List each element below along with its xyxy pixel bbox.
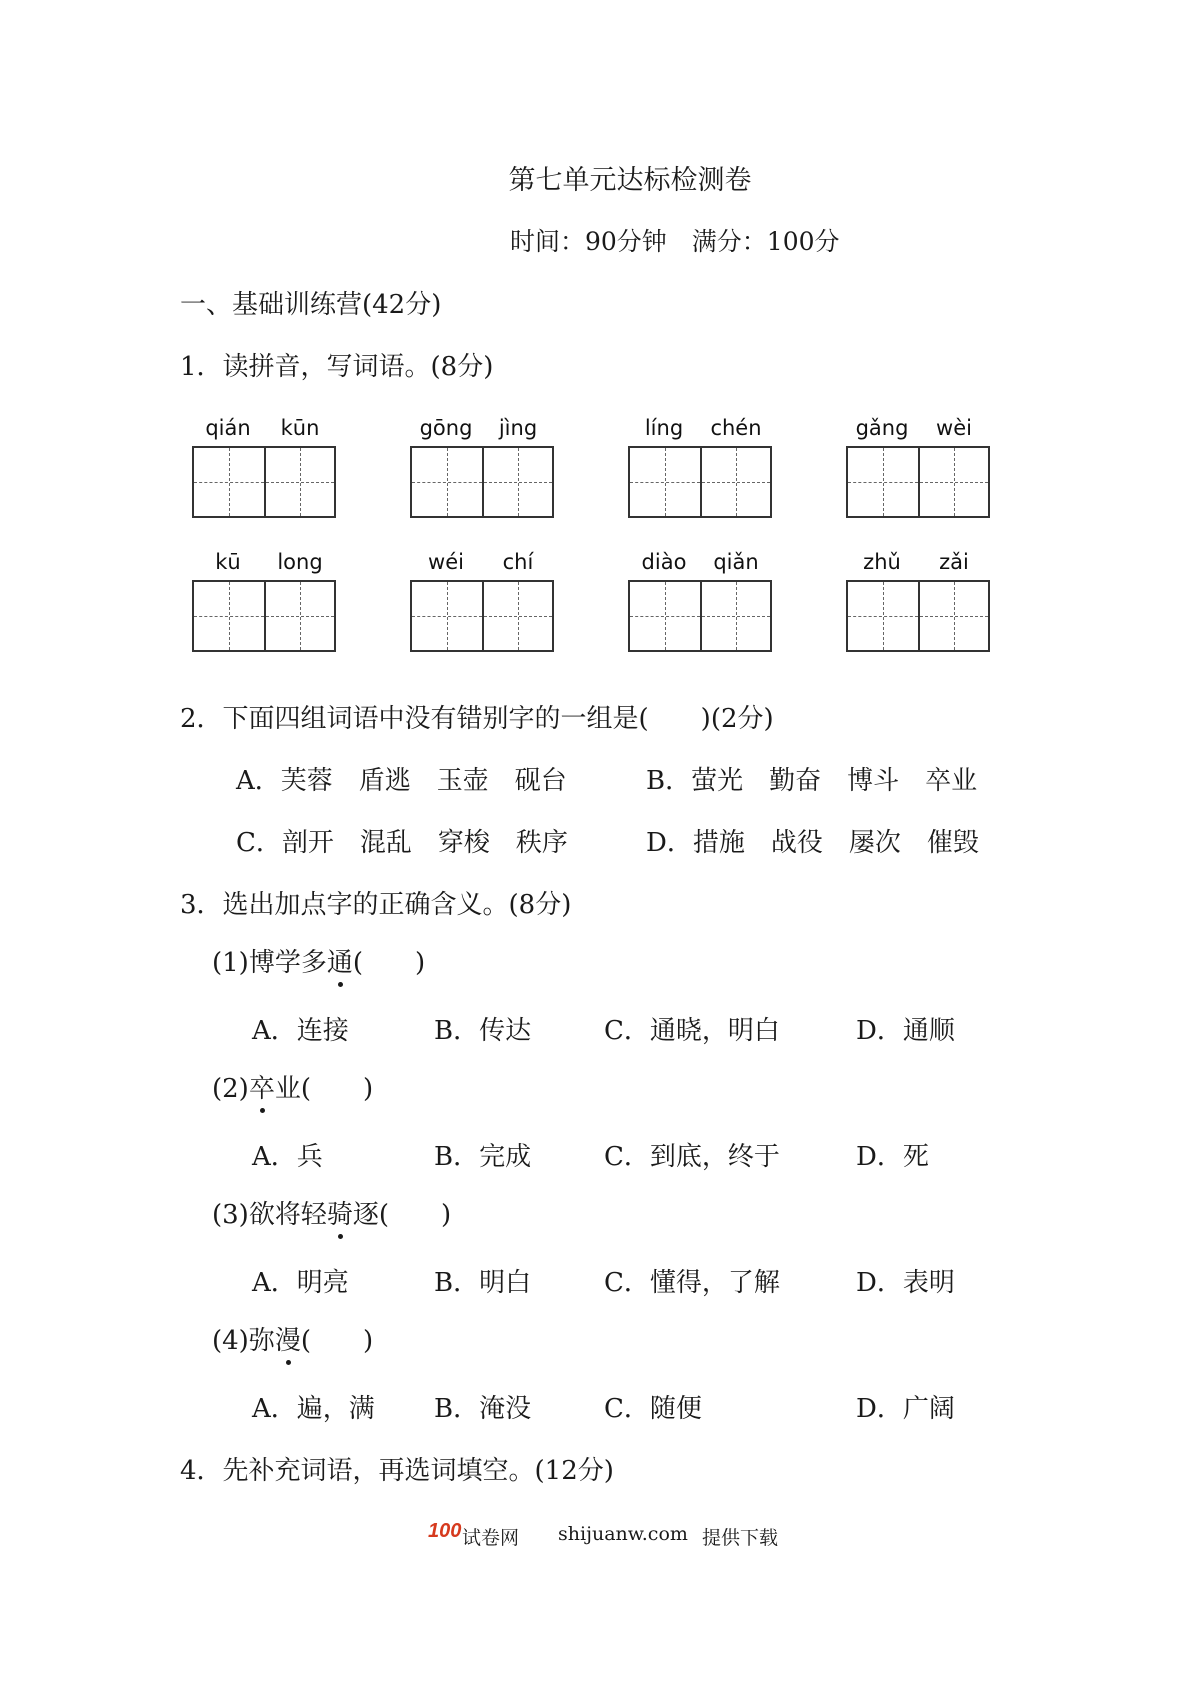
writing-grid[interactable] (628, 580, 772, 652)
pinyin-label: kū (215, 550, 241, 574)
page-title: 第七单元达标检测卷 (508, 165, 752, 196)
pinyin-label: wèi (936, 416, 972, 440)
pinyin-label: jìng (498, 416, 538, 440)
q3-1-option-a: A．连接 (252, 1016, 349, 1046)
q2-option-b: B．萤光 勤奋 博斗 卒业 (646, 766, 978, 796)
q3-item-4: (4)弥漫( ) (212, 1320, 373, 1357)
pinyin-label: gōng (419, 416, 473, 440)
q3-4-option-a: A．遍，满 (252, 1394, 375, 1424)
writing-grid[interactable] (410, 580, 554, 652)
q2-option-d: D．措施 战役 屡次 催毁 (646, 828, 979, 858)
q3-4-option-b: B．淹没 (434, 1394, 532, 1424)
writing-grid[interactable] (628, 446, 772, 518)
q3-2-option-d: D．死 (856, 1142, 929, 1172)
writing-grid[interactable] (846, 446, 990, 518)
q2-option-a: A．芙蓉 盾逃 玉壶 砚台 (236, 766, 567, 796)
dotted-char: 卒 (249, 1068, 275, 1105)
writing-grid[interactable] (192, 580, 336, 652)
footer-note: 提供下载 (702, 1527, 779, 1549)
dotted-char: 漫 (275, 1320, 301, 1357)
pinyin-label: chí (502, 550, 534, 574)
pinyin-label: long (277, 550, 323, 574)
q3-3-option-a: A．明亮 (252, 1268, 349, 1298)
writing-grid[interactable] (846, 580, 990, 652)
q3-item-2: (2)卒业( ) (212, 1068, 373, 1105)
pinyin-label: chén (710, 416, 762, 440)
pinyin-label: wéi (428, 550, 464, 574)
q3-2-option-b: B．完成 (434, 1142, 532, 1172)
q3-1-option-d: D．通顺 (856, 1016, 955, 1046)
pinyin-label: kūn (280, 416, 320, 440)
writing-grid[interactable] (410, 446, 554, 518)
q3-item-3: (3)欲将轻骑逐( ) (212, 1194, 451, 1231)
writing-grid[interactable] (192, 446, 336, 518)
q3-3-option-d: D．表明 (856, 1268, 955, 1298)
q2-option-c: C．剖开 混乱 穿梭 秩序 (236, 828, 568, 858)
question-1-prompt: 1．读拼音，写词语。(8分) (180, 352, 494, 382)
q3-4-option-c: C．随便 (604, 1394, 702, 1424)
dotted-char: 骑 (327, 1194, 353, 1231)
footer-url[interactable]: shijuanw.com (558, 1523, 688, 1545)
q3-1-option-b: B．传达 (434, 1016, 532, 1046)
pinyin-label: líng (644, 416, 684, 440)
section-heading: 一、基础训练营(42分) (180, 290, 442, 320)
pinyin-label: zǎi (939, 550, 969, 574)
question-3-prompt: 3．选出加点字的正确含义。(8分) (180, 890, 572, 920)
pinyin-label: zhǔ (863, 550, 901, 574)
exam-info: 时间：90分钟 满分：100分 (510, 227, 840, 256)
q3-3-option-b: B．明白 (434, 1268, 532, 1298)
pinyin-label: qián (205, 416, 251, 440)
site-logo: 100 (428, 1520, 462, 1542)
q3-4-option-d: D．广阔 (856, 1394, 955, 1424)
q3-2-option-a: A．兵 (252, 1142, 323, 1172)
q3-2-option-c: C．到底，终于 (604, 1142, 780, 1172)
q3-1-option-c: C．通晓，明白 (604, 1016, 780, 1046)
pinyin-label: gǎng (855, 416, 909, 440)
q3-item-1: (1)博学多通( ) (212, 942, 425, 979)
footer-brand: 试卷网 (462, 1527, 520, 1549)
question-2-prompt: 2．下面四组词语中没有错别字的一组是( )(2分) (180, 704, 774, 734)
question-4-prompt: 4．先补充词语，再选词填空。(12分) (180, 1456, 614, 1486)
pinyin-label: diào (641, 550, 687, 574)
dotted-char: 通 (327, 942, 353, 979)
pinyin-label: qiǎn (713, 550, 759, 574)
q3-3-option-c: C．懂得，了解 (604, 1268, 780, 1298)
